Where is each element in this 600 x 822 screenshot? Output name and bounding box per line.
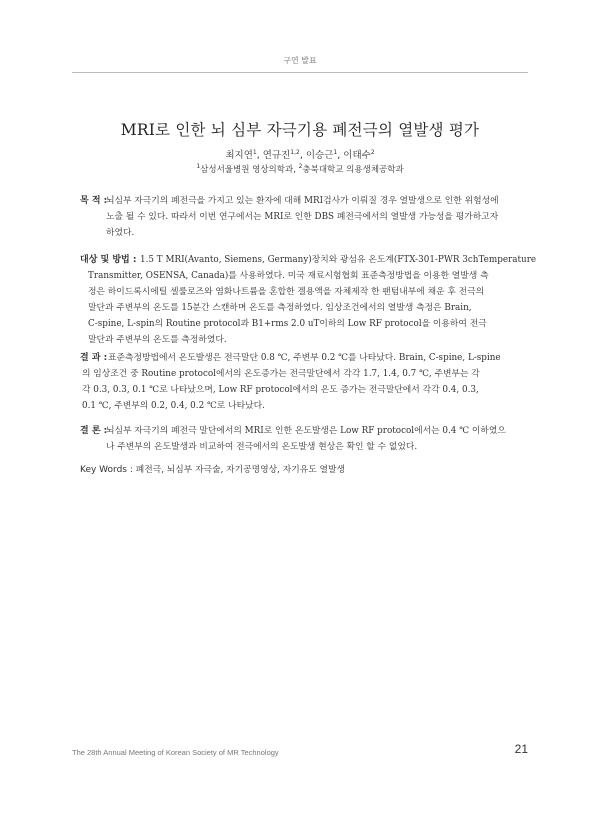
affiliation: 삼성서울병원 영상의학과 (200, 165, 294, 175)
header-divider (72, 72, 528, 73)
author-name: 연규진 (262, 150, 291, 161)
text-line: 정은 하이드록시에틸 셀룰로즈와 염화나트륨을 혼합한 겔용액을 자체제작 한 팬텀내부에 채운 후 전극의 (88, 287, 485, 297)
author-affil-mark: 1,2 (290, 149, 300, 156)
author-list: 최지연$^1$, 연규진$^{1,2}$, 이승근$^1$, 이태수$^2$ (225, 149, 375, 161)
text-line: 나 주변부의 온도발생과 비교하여 전극에서의 온도발생 현상은 확인 할 수 없었다. (106, 442, 418, 452)
text-line: Transmitter, OSENSA, Canada)를 사용하였다. 미국 재료시험협회 표준측정방법을 이용한 열발생 측 (88, 271, 489, 281)
text-line: 말단과 주변부의 온도를 측정하였다. (88, 335, 227, 345)
text-line: 뇌심부 자극기의 폐전극을 가지고 있는 환자에 대해 MRI검사가 이뤄질 경우 열발생으로 인한 위험성에 (106, 196, 499, 206)
text-line: 말단과 주변부의 온도를 15분간 스캔하며 온도를 측정하였다. 임상조건에서의 열발생 측정은 Brain, (88, 303, 472, 313)
text-line: 1.5 T MRI(Avanto, Siemens, Germany)장치와 광섬유 온도계(FTX-301-PWR 3chTemperature (140, 255, 537, 265)
text-line: 뇌심부 자극기의 폐전극 말단에서의 MRI로 인한 온도발생은 Low RF protocol에서는 0.4 ℃ 이하였으 (106, 426, 506, 436)
section-results (80, 350, 525, 414)
section-label: 대상 및 방법 : (80, 255, 137, 265)
author-affil-mark: 1 (333, 149, 338, 156)
affil-mark: 2 (298, 163, 303, 170)
text-line: 하였다. (106, 228, 135, 238)
keywords-text: 폐전극, 뇌심부 자극술, 자기공명영상, 자기유도 열발생 (135, 465, 346, 475)
affiliation-list: $^1$삼성서울병원 영상의학과, $^2$충북대학교 의용생체공학과 (196, 163, 404, 175)
text-line: 의 임상조건 중 Routine protocol에서의 온도증가는 전극말단에서 각각 1.7, 1.4, 0.7 ℃, 주변부는 각 (82, 369, 480, 379)
author-name: 이태수 (343, 150, 371, 161)
keywords (80, 462, 525, 478)
footer-meeting: The 28th Annual Meeting of Korean Society of MR Technology (72, 748, 279, 757)
section-body (80, 252, 537, 348)
section-label: 결 과 : (80, 353, 108, 363)
section-body (80, 350, 525, 414)
text-line: 노출 될 수 있다. 따라서 이번 연구에서는 MRI로 인한 DBS 폐전극에서의 열발생 가능성을 평가하고자 (106, 212, 499, 222)
page-number: 21 (514, 742, 528, 756)
text-line: 0.1 ℃, 주변부의 0.2, 0.4, 0.2 ℃로 나타났다. (82, 401, 265, 411)
author-affil-mark: 1 (252, 149, 257, 156)
paper-title: MRI로 인한 뇌 심부 자극기용 폐전극의 열발생 평가 (120, 121, 480, 139)
section-methods (80, 252, 537, 348)
author-name: 이승근 (305, 150, 334, 161)
text-line: 각 0.3, 0.3, 0.1 ℃로 나타났으며, Low RF protocol에서의 온도 증가는 전극말단에서 각각 0.4, 0.3, (82, 385, 479, 395)
running-header: 구연 발표 (283, 56, 317, 65)
affil-mark: 1 (196, 163, 201, 170)
section-conclusion (80, 423, 525, 455)
section-label: 목 적 : (80, 196, 108, 206)
section-body (80, 423, 525, 455)
section-label: 결 론 : (80, 426, 108, 436)
text-line: C-spine, L-spin의 Routine protocol과 B1+rms 2.0 uT이하의 Low RF protocol을 이용하여 전극 (88, 319, 487, 329)
text-line: 표준측정방법에서 온도발생은 전극말단 0.8 ℃, 주변부 0.2 ℃를 나타났다. Brain, C-spine, L-spine (108, 353, 501, 363)
author-affil-mark: 2 (370, 149, 375, 156)
section-body (80, 193, 525, 241)
keywords-label: Key Words : (80, 465, 133, 475)
affiliation: 충북대학교 의용생체공학과 (302, 165, 404, 175)
section-objective (80, 193, 525, 241)
author-name: 최지연 (225, 150, 253, 161)
